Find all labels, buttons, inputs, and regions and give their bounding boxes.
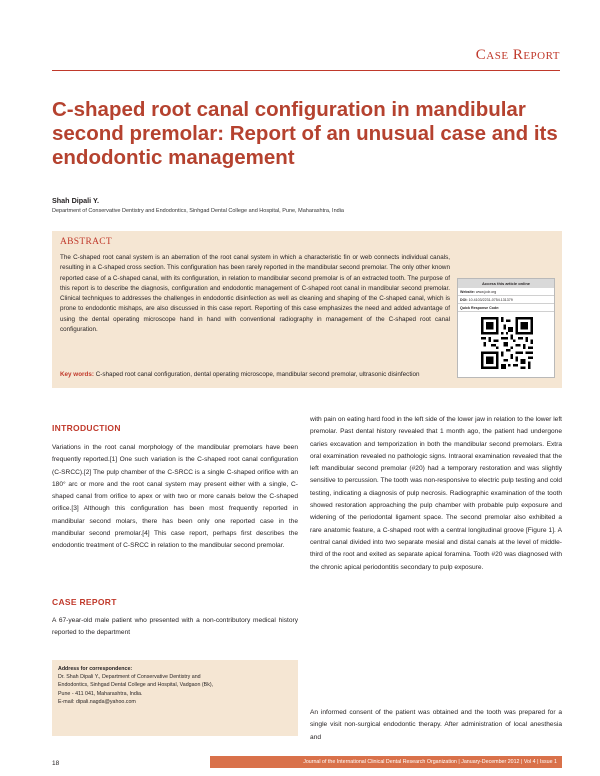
access-heading: Access this article online	[458, 279, 554, 288]
doi-label: DOI:	[460, 298, 468, 302]
correspondence-title: Address for correspondence:	[58, 666, 133, 672]
doi-value[interactable]: 10.4103/2231-0754.131379	[468, 298, 513, 302]
introduction-heading: INTRODUCTION	[52, 423, 121, 433]
abstract-panel	[52, 231, 562, 388]
qr-label-row	[458, 304, 554, 312]
keywords	[60, 370, 450, 380]
case-report-heading: CASE REPORT	[52, 597, 117, 607]
qr-label: Quick Response Code:	[460, 306, 500, 310]
author-name: Shah Dipali Y.	[52, 196, 99, 205]
correspondence-line: Endodontics, Sinhgad Dental College and Hospital, Vadgaon (Bk),	[58, 682, 214, 689]
access-online-box	[457, 278, 555, 378]
case-description-text: with pain on eating hard food in the left side of the lower jaw in relation to the lower left premolar. Past dental history revealed that 1 month ago, the patient had undergone caries excavation and temporization in both the mandibular second premolars. Extra oral examination revealed no pathologic signs. Intraoral examination revealed that the left mandibular second premolar (#20) had a temporary restoration and was slightly sensitive to percussion. The tooth was non-responsive to electric pulp testing and cold testing, indicating a diagnosis of pulp necrosis. Radiographic examination of the tooth showed restoration approaching the pulp chamber with probable pulp exposure and widening of the periodontal ligament space. The second premolar also exhibited a rare anatomic feature, a C-shaped root with a central longitudinal groove [Figure 1]. A central canal divided into two separate mesial and distal canals at the level of middle-third of the root and exited as separate apical foramina. Tooth #20 was diagnosed with the chronic apical periodontitis secondary to pulp exposure.	[310, 416, 562, 571]
keywords-label: Key words:	[60, 371, 94, 378]
website-label: Website:	[460, 290, 475, 294]
correspondence-line: Dr. Shah Dipali Y., Department of Conservative Dentistry and	[58, 674, 201, 681]
case-report-label: Case Report	[475, 47, 560, 63]
page-number: 18	[52, 760, 60, 767]
top-divider	[52, 70, 560, 71]
correspondence-box	[52, 660, 298, 736]
consent-text: An informed consent of the patient was obtained and the tooth was prepared for a single visit non-surgical endodontic therapy. After administration of local anesthesia and	[310, 709, 562, 741]
author-affiliation: Department of Conservative Dentistry and Endodontics, Sinhgad Dental College and Hospital, Pune, Maharashtra, India	[52, 208, 344, 214]
correspondence-email[interactable]: E-mail: dipali.nagda@yahoo.com	[58, 698, 136, 705]
journal-footer: Journal of the International Clinical Dental Research Organization | January-December 2012 | Vol 4 | Issue 1	[210, 756, 562, 768]
article-title: C-shaped root canal configuration in mandibular second premolar: Report of an unusual case and its endodontic management	[52, 98, 558, 169]
abstract-text: The C-shaped root canal system is an aberration of the root canal system in which a characteristic fin or web connects individual canals, resulting in a C-shaped cross section. This configuration has been rarely reported in the mandibular second premolar. The only other known reported case of a C-shaped canal, with its configuration, in relation to mandibular second premolar is of an extracted tooth. The purpose of this report is to describe the diagnosis, configuration and endodontic management of C-shaped root canal in mandibular second premolar. Clinical techniques to addresses the challenges in endodontic disinfection as well as cleaning and shaping of the C-shaped canal, which is prone to endodontic mishaps, are also discussed in this case report. Reporting of this case emphasizes the need and added advantage of using the dental operating microscope hand in hand with conventional radiography in management of the C-shaped root canal configuration.	[60, 254, 450, 334]
abstract-heading: ABSTRACT	[60, 237, 113, 247]
website-row	[458, 288, 554, 296]
website-link[interactable]: www.jcdr.org	[475, 290, 497, 294]
doi-row	[458, 296, 554, 304]
qr-code-icon[interactable]	[481, 317, 533, 369]
keywords-text: C-shaped root canal configuration, dental operating microscope, mandibular second premolar, ultrasonic disinfection	[95, 371, 420, 378]
introduction-text: Variations in the root canal morphology of the mandibular premolars have been frequently reported.[1] One such variation is the C-shaped root canal configuration (C-SRCC).[2] The pulp chamber of the C-SRCC is a single C-shaped orifice with an 180° arc or more and the root canal system may present either with a single, C-shaped canal from orifice to apex or with two or more canals below the C-shaped orifice.[3] Although this configuration has been most frequently reported in mandibular second molars, there has been only one reported case in the mandibular second premolar.[4] This case report, perhaps first describes the endodontic treatment of C-SRCC in relation to the mandibular second premolar.	[52, 444, 298, 550]
correspondence-line: Pune - 411 041, Maharashtra, India.	[58, 690, 143, 697]
case-report-text: A 67-year-old male patient who presented with a non-contributory medical history reported to the department	[52, 617, 298, 637]
